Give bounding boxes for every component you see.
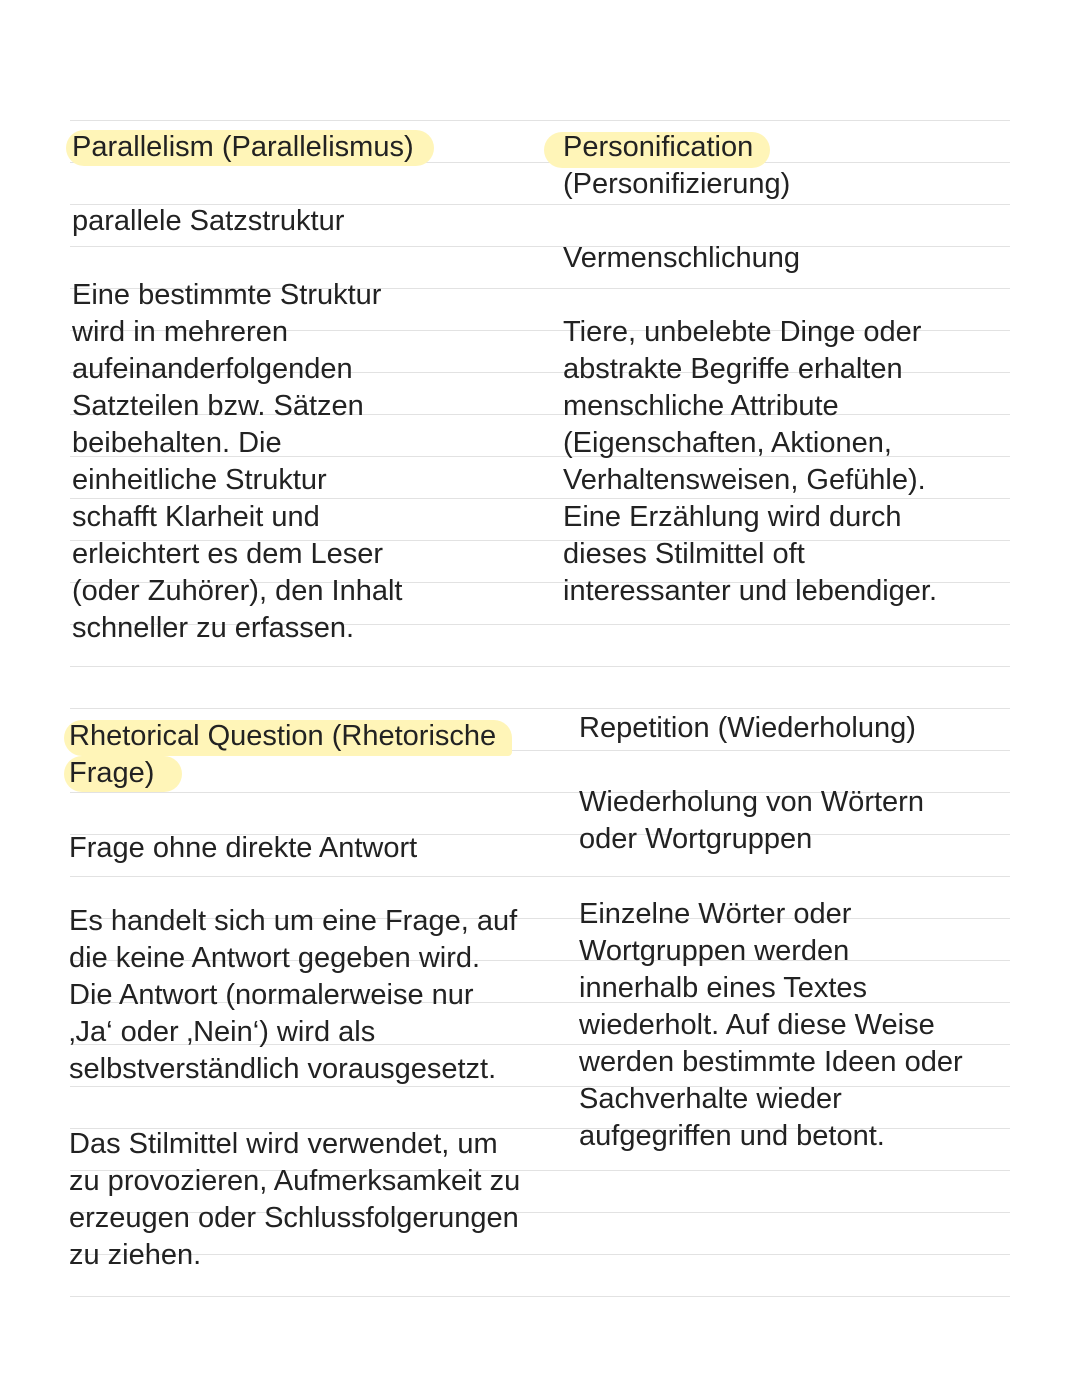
card-short-definition: Frage ohne direkte Antwort [69,832,418,864]
body-line: schneller zu erfassen. [72,612,355,644]
body-line: selbstverständlich vorausgesetzt. [69,1053,497,1085]
body-line: Es handelt sich um eine Frage, auf [69,905,518,937]
body-line: zu ziehen. [69,1239,202,1271]
body-line: Wortgruppen werden [579,935,850,967]
card-short-definition: parallele Satzstruktur [72,205,345,237]
body-line: schafft Klarheit und [72,501,320,533]
body-line: einheitliche Struktur [72,464,327,496]
body-line: die keine Antwort gegeben wird. [69,942,481,974]
card-short-definition: oder Wortgruppen [579,823,813,855]
body-line: beibehalten. Die [72,427,282,459]
body-line: Satzteilen bzw. Sätzen [72,390,364,422]
card-rhetorical-question-short [69,830,417,867]
card-parallelism-title [72,129,414,166]
body-line: Eine bestimmte Struktur [72,279,382,311]
card-rhetorical-question-title [69,718,496,792]
body-line: interessanter und lebendiger. [563,575,938,607]
card-repetition-body [579,896,963,1155]
card-repetition-title [579,710,916,747]
body-line: Die Antwort (normalerweise nur [69,979,474,1011]
card-title: Frage) [69,757,155,789]
body-line: (oder Zuhörer), den Inhalt [72,575,403,607]
card-rhetorical-question-body-1 [69,903,517,1088]
body-line: Tiere, unbelebte Dinge oder [563,316,922,348]
card-parallelism-body [72,277,402,647]
body-line: dieses Stilmittel oft [563,538,805,570]
body-line: innerhalb eines Textes [579,972,868,1004]
card-repetition-short [579,784,924,858]
card-title: Personification [563,131,754,163]
body-line: aufeinanderfolgenden [72,353,353,385]
body-line: Einzelne Wörter oder [579,898,852,930]
card-short-definition: Vermenschlichung [563,242,800,274]
body-line: menschliche Attribute [563,390,839,422]
body-line: erzeugen oder Schlussfolgerungen [69,1202,519,1234]
body-line: Sachverhalte wieder [579,1083,842,1115]
body-line: ‚Ja‘ oder ‚Nein‘) wird als [69,1016,376,1048]
card-personification-title [563,129,790,203]
card-personification-short [563,240,800,277]
card-short-definition: Wiederholung von Wörtern [579,786,924,818]
body-line: (Eigenschaften, Aktionen, [563,427,892,459]
body-line: Verhaltensweisen, Gefühle). [563,464,926,496]
card-title: Repetition (Wiederholung) [579,712,916,744]
body-line: wird in mehreren [72,316,288,348]
body-line: werden bestimmte Ideen oder [579,1046,963,1078]
body-line: erleichtert es dem Leser [72,538,384,570]
body-line: wiederholt. Auf diese Weise [579,1009,935,1041]
card-title: Parallelism (Parallelismus) [72,131,414,163]
card-title: (Personifizierung) [563,168,791,200]
card-parallelism-short [72,203,344,240]
card-rhetorical-question-body-2 [69,1126,520,1274]
body-line: abstrakte Begriffe erhalten [563,353,903,385]
card-title: Rhetorical Question (Rhetorische [69,720,497,752]
body-line: Das Stilmittel wird verwendet, um [69,1128,498,1160]
body-line: aufgegriffen und betont. [579,1120,885,1152]
body-line: zu provozieren, Aufmerksamkeit zu [69,1165,521,1197]
body-line: Eine Erzählung wird durch [563,501,902,533]
card-personification-body [563,314,937,610]
